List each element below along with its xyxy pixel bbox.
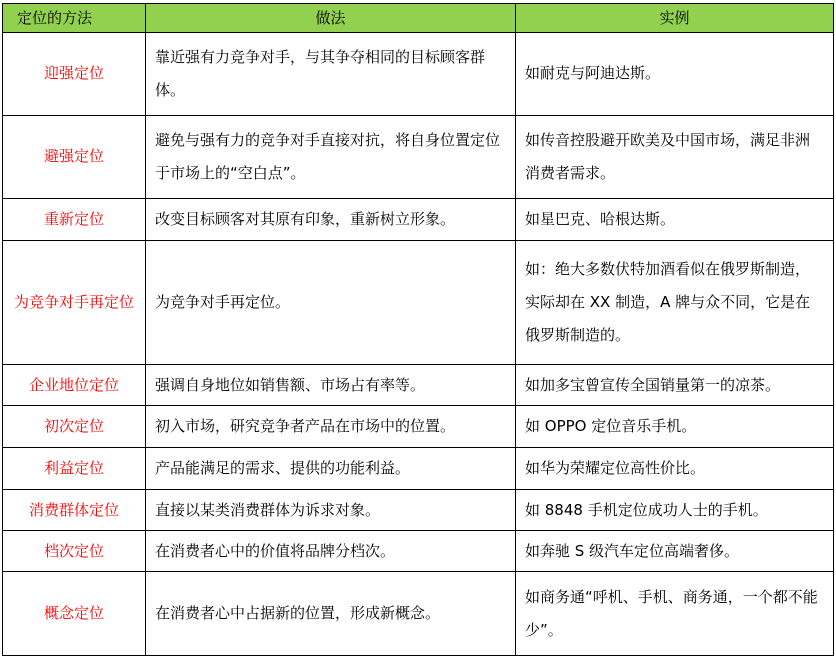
header-method-name: 定位的方法 bbox=[3, 4, 146, 33]
row-method: 在消费者心中的价值将品牌分档次。 bbox=[146, 531, 516, 572]
row-example: 如商务通“呼机、手机、商务通，一个都不能少”。 bbox=[516, 572, 834, 656]
row-method: 在消费者心中占据新的位置，形成新概念。 bbox=[146, 572, 516, 656]
row-method: 为竞争对手再定位。 bbox=[146, 241, 516, 365]
row-method: 直接以某类消费群体为诉求对象。 bbox=[146, 489, 516, 530]
table-row bbox=[3, 365, 834, 406]
row-method: 强调自身地位如销售额、市场占有率等。 bbox=[146, 365, 516, 406]
table-row bbox=[3, 33, 834, 116]
row-name: 企业地位定位 bbox=[3, 365, 146, 406]
row-name: 档次定位 bbox=[3, 531, 146, 572]
header-approach: 做法 bbox=[146, 4, 516, 33]
row-example: 如华为荣耀定位高性价比。 bbox=[516, 447, 834, 489]
row-method: 靠近强有力竞争对手，与其争夺相同的目标顾客群体。 bbox=[146, 33, 516, 116]
row-example: 如加多宝曾宣传全国销量第一的凉茶。 bbox=[516, 365, 834, 406]
row-example: 如 OPPO 定位音乐手机。 bbox=[516, 406, 834, 447]
row-name: 迎强定位 bbox=[3, 33, 146, 116]
row-name: 重新定位 bbox=[3, 199, 146, 241]
row-method: 产品能满足的需求、提供的功能利益。 bbox=[146, 447, 516, 489]
row-example: 如传音控股避开欧美及中国市场，满足非洲消费者需求。 bbox=[516, 115, 834, 199]
row-example: 如：绝大多数伏特加酒看似在俄罗斯制造，实际却在 XX 制造，A 牌与众不同，它是在俄罗斯制造的。 bbox=[516, 241, 834, 365]
table-row bbox=[3, 199, 834, 241]
table-row bbox=[3, 572, 834, 656]
row-example: 如耐克与阿迪达斯。 bbox=[516, 33, 834, 116]
row-example: 如星巴克、哈根达斯。 bbox=[516, 199, 834, 241]
row-method: 避免与强有力的竞争对手直接对抗，将自身位置定位于市场上的“空白点”。 bbox=[146, 115, 516, 199]
row-method: 初入市场，研究竞争者产品在市场中的位置。 bbox=[146, 406, 516, 447]
row-name: 概念定位 bbox=[3, 572, 146, 656]
table-row bbox=[3, 241, 834, 365]
table-row bbox=[3, 115, 834, 199]
row-name: 为竞争对手再定位 bbox=[3, 241, 146, 365]
table-row bbox=[3, 447, 834, 489]
row-name: 初次定位 bbox=[3, 406, 146, 447]
header-row bbox=[3, 4, 834, 33]
positioning-methods-table bbox=[2, 3, 834, 656]
row-name: 消费群体定位 bbox=[3, 489, 146, 530]
table-row bbox=[3, 489, 834, 530]
row-example: 如 8848 手机定位成功人士的手机。 bbox=[516, 489, 834, 530]
header-example: 实例 bbox=[516, 4, 834, 33]
table-row bbox=[3, 531, 834, 572]
row-example: 如奔驰 S 级汽车定位高端奢侈。 bbox=[516, 531, 834, 572]
row-name: 利益定位 bbox=[3, 447, 146, 489]
table-row bbox=[3, 406, 834, 447]
row-name: 避强定位 bbox=[3, 115, 146, 199]
row-method: 改变目标顾客对其原有印象，重新树立形象。 bbox=[146, 199, 516, 241]
